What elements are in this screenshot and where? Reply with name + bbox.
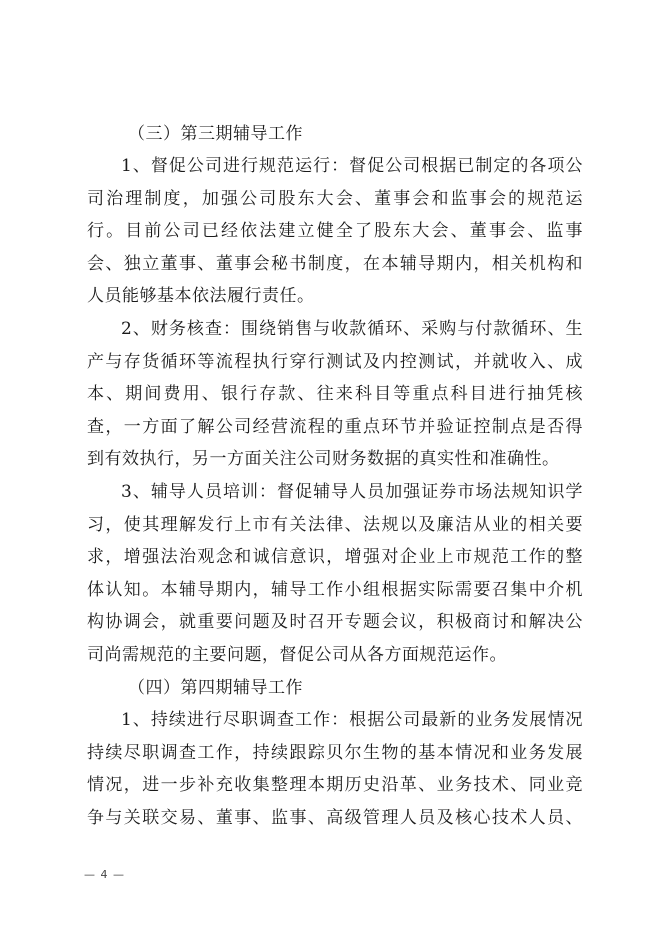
paragraph-line: 人员能够基本依法履行责任。 bbox=[87, 286, 315, 306]
paragraph-line: 行。目前公司已经依法建立健全了股东大会、董事会、监事 bbox=[87, 221, 583, 241]
paragraph-line: 到有效执行，另一方面关注公司财务数据的真实性和准确性。 bbox=[87, 449, 560, 469]
paragraph-line: 争与关联交易、董事、监事、高级管理人员及核心技术人员、 bbox=[87, 807, 583, 828]
paragraph-line: 情况，进一步补充收集整理本期历史沿革、业务技术、同业竞 bbox=[87, 775, 583, 795]
paragraph-line: 3、辅导人员培训：督促辅导人员加强证券市场法规知识学 bbox=[121, 482, 583, 502]
paragraph-line: 本、期间费用、银行存款、往来科目等重点科目进行抽凭核 bbox=[87, 384, 583, 404]
section-3-heading: （三）第三期辅导工作 bbox=[128, 124, 303, 144]
paragraph-2 bbox=[87, 313, 583, 476]
page-number: — 4 — bbox=[84, 868, 125, 881]
paragraph-line: 司治理制度，加强公司股东大会、董事会和监事会的规范运 bbox=[87, 188, 583, 209]
paragraph-3 bbox=[87, 476, 583, 671]
paragraph-line: 1、督促公司进行规范运行：督促公司根据已制定的各项公 bbox=[121, 156, 583, 176]
paragraph-line: 求，增强法治观念和诚信意识，增强对企业上市规范工作的整 bbox=[87, 547, 583, 567]
paragraph-line: 产与存货循环等流程执行穿行测试及内控测试，并就收入、成 bbox=[87, 351, 583, 372]
paragraph-line: 2、财务核查：围绕销售与收款循环、采购与付款循环、生 bbox=[121, 319, 583, 339]
paragraph-line: 司尚需规范的主要问题，督促公司从各方面规范运作。 bbox=[87, 644, 507, 665]
paragraph-line: 持续尽职调查工作，持续跟踪贝尔生物的基本情况和业务发展 bbox=[87, 742, 583, 763]
paragraph-1 bbox=[87, 150, 583, 313]
section-4-heading: （四）第四期辅导工作 bbox=[128, 678, 303, 698]
paragraph-4 bbox=[87, 704, 583, 834]
paragraph-line: 1、持续进行尽职调查工作：根据公司最新的业务发展情况 bbox=[121, 710, 583, 730]
paragraph-line: 习，使其理解发行上市有关法律、法规以及廉洁从业的相关要 bbox=[87, 514, 583, 535]
paragraph-line: 查，一方面了解公司经营流程的重点环节并验证控制点是否得 bbox=[87, 416, 583, 437]
paragraph-line: 会、独立董事、董事会秘书制度，在本辅导期内，相关机构和 bbox=[87, 253, 583, 274]
paragraph-line: 体认知。本辅导期内，辅导工作小组根据实际需要召集中介机 bbox=[87, 579, 583, 600]
paragraph-line: 构协调会，就重要问题及时召开专题会议，积极商讨和解决公 bbox=[87, 612, 583, 632]
